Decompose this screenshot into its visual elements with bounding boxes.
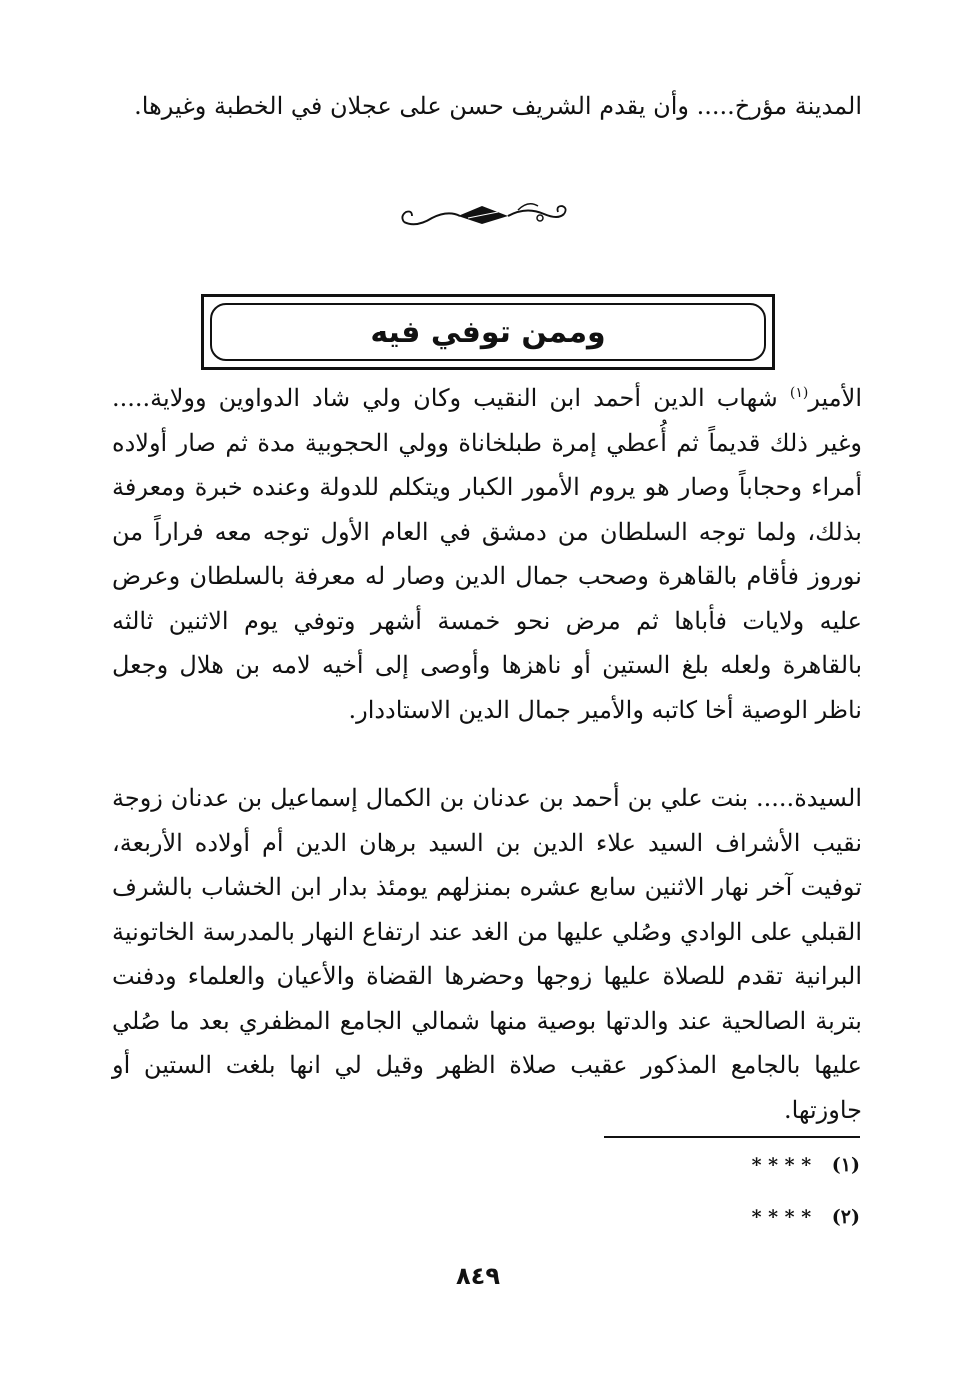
section-title-frame <box>201 294 775 370</box>
entry-paragraph-sayyida: السيدة..... بنت علي بن أحمد بن عدنان بن الكمال إسماعيل بن عدنان زوجة نقيب الأشراف السيد علاء الدين بن السيد برهان الدين أم أولاده الأربعة، توفيت آخر نهار الاثنين سابع عشره بمنزلهم يومئذ بدار ابن الخشاب بالشرف القبلي على الوادي وصُلي عليها من الغد عند ارتفاع النهار بالمدرسة الخاتونية البرانية تقدم للصلاة عليها زوجها وحضرها القضاة والأعيان والعلماء ودفنت بتربة الصالحية عند والدتها بوصية منها شمالي الجامع المظفري بعد ما صُلي عليها بالجامع المذكور عقيب صلاة الظهر وقيل لي انها بلغت الستين أو جاوزتها. <box>112 784 862 1124</box>
footnote-1 <box>660 1154 860 1176</box>
footnote-number: (٢) <box>831 1206 860 1228</box>
section-title: وممن توفي فيه <box>370 314 606 350</box>
entry-body-text: شهاب الدين أحمد ابن النقيب وكان ولي شاد الدواوين وولاية..... وغير ذلك قديماً ثم أُعطي إمرة طبلخاناة وولي الحجوبية مدة ثم صار أولاده أمراء وحجاباً وصار هو يروم الأمور الكبار ويتكلم للدولة وعنده خبرة ومعرفة بذلك، ولما توجه السلطان من دمشق في العام الأول توجه معه فراراً من نوروز فأقام بالقاهرة وصحب جمال الدين وصار له معرفة بالسلطان وعرض عليه ولايات فأباها ثم مرض نحو خمسة أشهر وتوفي يوم الاثنين ثالثه بالقاهرة ولعله بلغ الستين أو ناهزها وأوصى إلى أخيه لامه بن هلال وجعل ناظر الوصية أخا كاتبه والأمير جمال الدين الاستاددار. <box>112 384 862 724</box>
footnote-2 <box>660 1206 860 1228</box>
page-number: ٨٤٩ <box>456 1262 500 1290</box>
footnote-number: (١) <box>831 1154 860 1176</box>
footnote-separator <box>604 1136 860 1138</box>
footnote-text: * * * * <box>751 1206 812 1228</box>
ornament-divider-icon <box>398 196 570 236</box>
entry-paragraph-emir <box>112 376 862 732</box>
entry-lead-word: الأمير <box>808 384 863 412</box>
footnote-reference: (١) <box>789 385 809 401</box>
section-title-inner-frame <box>210 303 766 361</box>
footnote-text: * * * * <box>751 1154 812 1176</box>
top-paragraph: المدينة مؤرخ..... وأن يقدم الشريف حسن على عجلان في الخطبة وغيرها. <box>134 92 862 120</box>
